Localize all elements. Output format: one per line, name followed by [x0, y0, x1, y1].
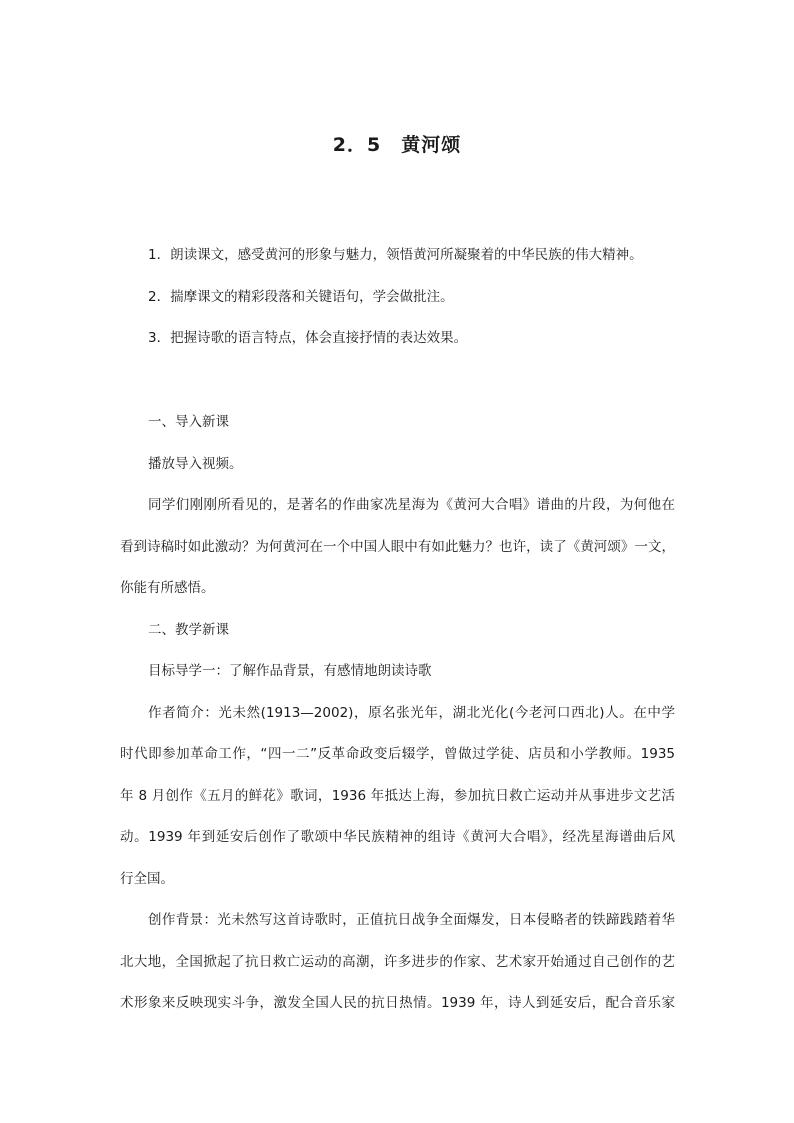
intro-line: 播放导入视频。	[148, 456, 243, 472]
objective-3: 3．把握诗歌的语言特点，体会直接抒情的表达效果。	[148, 330, 468, 346]
background-para-line: 术形象来反映现实斗争，激发全国人民的抗日热情。1939 年，诗人到延安后，配合音乐家	[120, 995, 675, 1011]
author-para-line: 时代即参加革命工作，“四一二”反革命政变后辍学，曾做过学徒、店员和小学教师。1935	[120, 746, 675, 762]
section-heading-intro: 一、导入新课	[148, 414, 229, 430]
objective-1: 1．朗读课文，感受黄河的形象与魅力，领悟黄河所凝聚着的中华民族的伟大精神。	[148, 247, 643, 263]
background-para-line: 创作背景：光未然写这首诗歌时，正值抗日战争全面爆发，日本侵略者的铁蹄践踏着华	[148, 912, 675, 928]
goal-heading: 目标导学一：了解作品背景，有感情地朗读诗歌	[148, 663, 432, 679]
intro-para-line: 同学们刚刚所看见的，是著名的作曲家冼星海为《黄河大合唱》谱曲的片段，为何他在	[148, 497, 675, 513]
intro-para-line: 看到诗稿时如此激动？为何黄河在一个中国人眼中有如此魅力？也许，读了《黄河颂》一文，	[120, 539, 675, 555]
objective-2: 2．揣摩课文的精彩段落和关键语句，学会做批注。	[148, 289, 454, 305]
author-para-line: 动。1939 年到延安后创作了歌颂中华民族精神的组诗《黄河大合唱》，经冼星海谱曲后风	[120, 829, 675, 845]
author-para-line: 年 8 月创作《五月的鲜花》歌词，1936 年抵达上海，参加抗日救亡运动并从事进步文艺活	[120, 788, 675, 804]
background-para-line: 北大地，全国掀起了抗日救亡运动的高潮，许多进步的作家、艺术家开始通过自己创作的艺	[120, 954, 675, 970]
page-title: 2．5 黄河颂	[332, 134, 462, 156]
author-para-line: 行全国。	[120, 871, 174, 887]
author-para-line: 作者简介：光未然(1913—2002)，原名张光年，湖北光化(今老河口西北)人。在中学	[148, 705, 675, 721]
section-heading-teaching: 二、教学新课	[148, 622, 229, 638]
intro-para-line: 你能有所感悟。	[120, 580, 215, 596]
